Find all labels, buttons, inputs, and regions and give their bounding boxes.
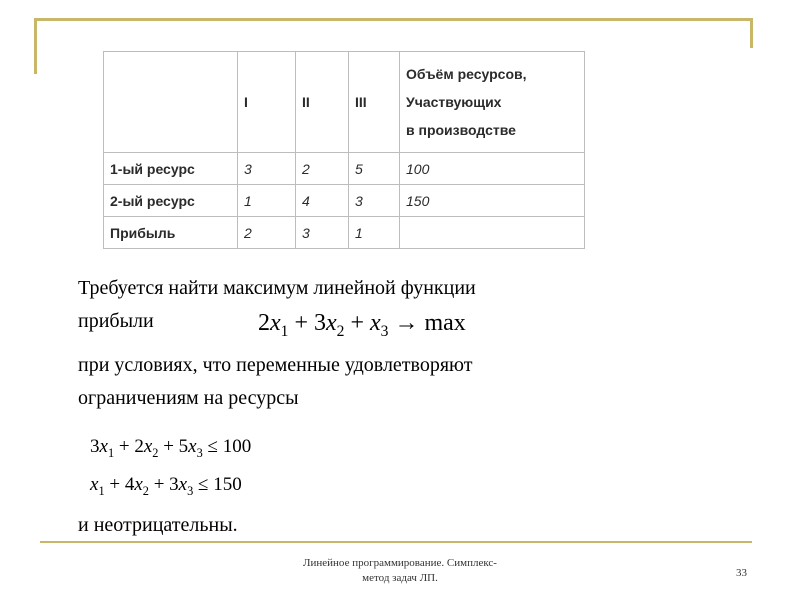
objective-function: [258, 310, 466, 341]
table-row: [104, 153, 585, 185]
slide-footer: [250, 556, 550, 586]
body-text-line: прибыли: [78, 310, 154, 332]
constraint-formula-text: $3x_1 + 2x_2 + 5x_3 \le 100$: [90, 436, 252, 460]
body-text-line: при условиях, что переменные удовлетворяют: [78, 354, 473, 376]
page-number: 33: [736, 567, 747, 579]
footer-line: метод задач ЛП.: [362, 572, 438, 584]
table-cell: [400, 217, 585, 249]
body-text-line: ограничениям на ресурсы: [78, 387, 299, 409]
table-header-cell: III: [349, 52, 400, 153]
table-row-label: 1-ый ресурс: [104, 153, 238, 185]
table-cell: 150: [400, 185, 585, 217]
table-cell: 4: [296, 185, 349, 217]
table-cell: 1: [238, 185, 296, 217]
table-header-row: [104, 52, 585, 153]
body-text-line: Требуется найти максимум линейной функции: [78, 277, 476, 299]
table-cell: 2: [238, 217, 296, 249]
table-cell: 3: [296, 217, 349, 249]
frame-bottom-line: [40, 541, 752, 543]
frame-top-line: [34, 18, 753, 21]
table-row: [104, 185, 585, 217]
header-line: Объём ресурсов,: [406, 66, 527, 82]
frame-left-line: [34, 18, 37, 74]
table-cell: 5: [349, 153, 400, 185]
constraint-1: [90, 436, 251, 461]
frame-right-line: [750, 18, 753, 48]
header-line: в производстве: [406, 122, 516, 138]
table-cell: 1: [349, 217, 400, 249]
resource-table: [103, 51, 585, 249]
table-row: [104, 217, 585, 249]
table-row-label: 2-ый ресурс: [104, 185, 238, 217]
table-header-cell-resources: [400, 52, 585, 153]
header-line: Участвующих: [406, 94, 502, 110]
constraint-2: [90, 474, 242, 499]
table-row-label: Прибыль: [104, 217, 238, 249]
table-cell: 2: [296, 153, 349, 185]
table-cell: 3: [349, 185, 400, 217]
footer-line: Линейное программирование. Симплекс-: [303, 557, 497, 569]
table-cell: 100: [400, 153, 585, 185]
table-cell: 3: [238, 153, 296, 185]
table-header-cell: [104, 52, 238, 153]
table-header-cell: I: [238, 52, 296, 153]
objective-formula-text: $2x_1 + 3x_2 + x_3 \to \max$: [258, 310, 466, 340]
body-text-line: и неотрицательны.: [78, 514, 238, 536]
table-header-cell: II: [296, 52, 349, 153]
constraint-formula-text: $x_1 + 4x_2 + 3x_3 \le 150$: [90, 474, 242, 498]
